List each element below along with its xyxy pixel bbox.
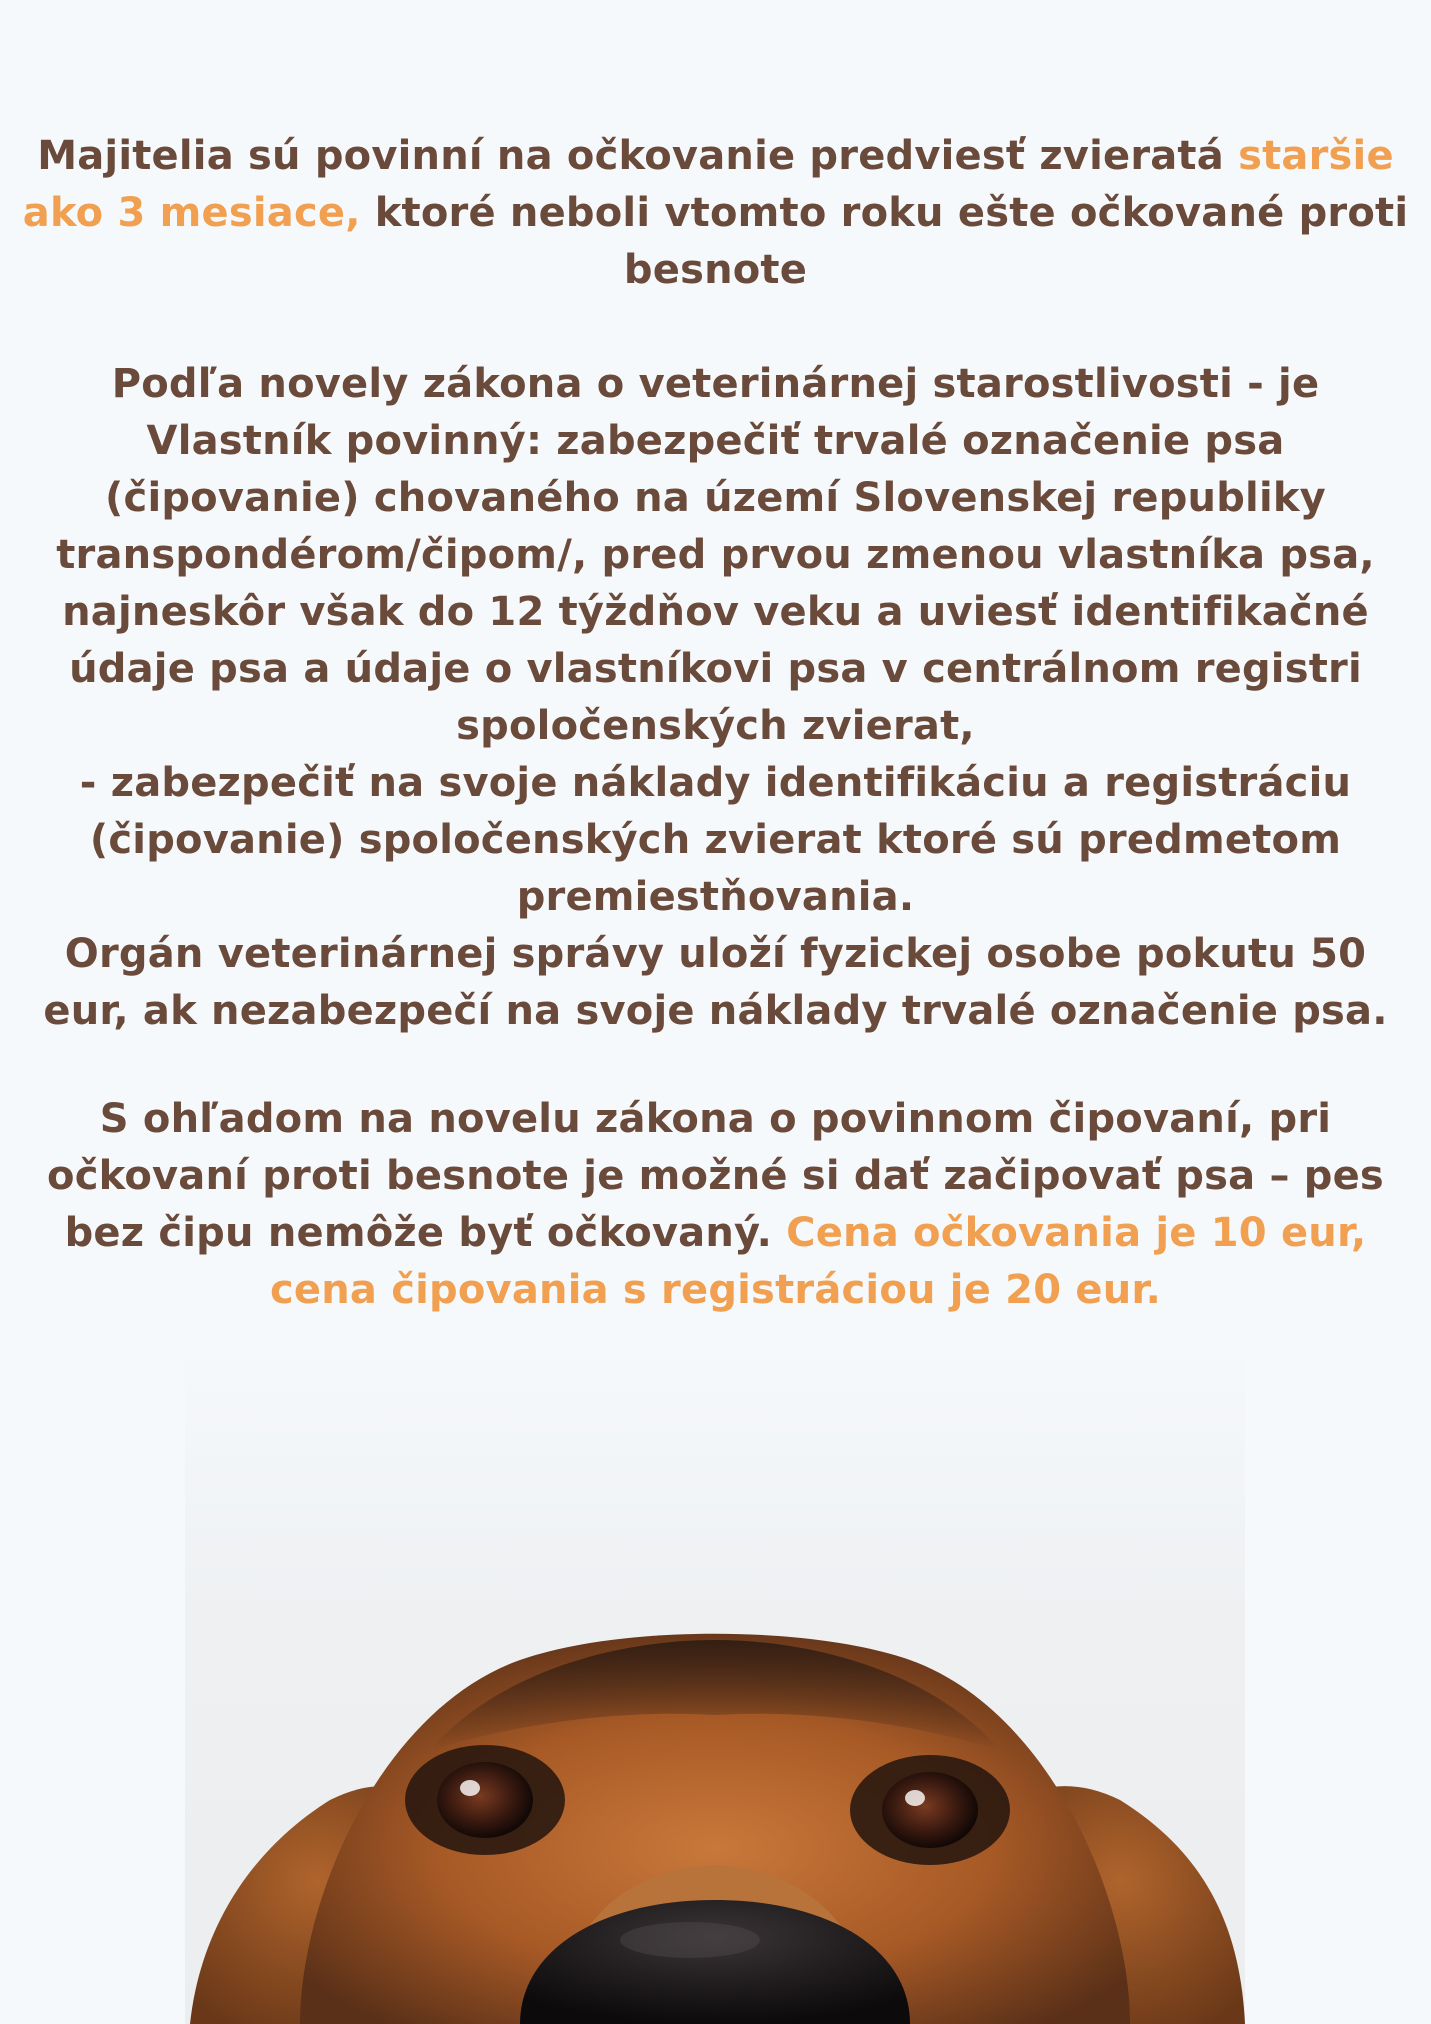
vaccination-paragraph	[0, 128, 1431, 299]
text-line: Orgán veterinárnej správy uloží fyzickej osobe pokutu 50	[64, 931, 1367, 977]
pricing-paragraph	[0, 1091, 1431, 1319]
highlight-span: Cena očkovania je 10 eur,	[786, 1210, 1367, 1256]
text-line	[0, 128, 1431, 185]
left-eye	[437, 1762, 533, 1838]
text-line: Podľa novely zákona o veterinárnej starostlivosti - je	[111, 361, 1320, 407]
text-line: Vlastník povinný: zabezpečiť trvalé označenie psa	[146, 418, 1285, 464]
text-line	[0, 185, 1431, 242]
highlight-span: cena čipovania s registráciou je 20 eur.	[269, 1267, 1161, 1313]
text-span: Majitelia sú povinní na očkovanie predviesť zvieratá	[37, 133, 1239, 179]
text-line: eur, ak nezabezpečí na svoje náklady trvalé označenie psa.	[43, 988, 1388, 1034]
text-line: premiestňovania.	[516, 874, 915, 920]
text-span: bez čipu nemôže byť očkovaný.	[64, 1210, 787, 1256]
text-line: údaje psa a údaje o vlastníkovi psa v centrálnom registri	[69, 646, 1362, 692]
text-line: - zabezpečiť na svoje náklady identifikáciu a registráciu	[79, 760, 1352, 806]
text-line: (čipovanie) chovaného na území Slovenskej republiky	[105, 475, 1326, 521]
highlight-span: ako 3 mesiace,	[22, 190, 361, 236]
text-line: (čipovanie) spoločenských zvierat ktoré sú predmetom	[89, 817, 1342, 863]
right-eye	[882, 1772, 978, 1848]
text-line: S ohľadom na novelu zákona o povinnom čipovaní, pri	[99, 1096, 1332, 1142]
text-line: besnote	[623, 247, 808, 293]
text-line	[0, 1205, 1431, 1262]
text-line: transpondérom/čipom/, pred prvou zmenou vlastníka psa,	[56, 532, 1375, 578]
text-line	[0, 1262, 1431, 1319]
text-line: očkovaní proti besnote je možné si dať začipovať psa – pes	[47, 1153, 1384, 1199]
text-line: najneskôr však do 12 týždňov veku a uviesť identifikačné	[62, 589, 1369, 635]
law-paragraph	[0, 356, 1431, 1040]
dog-face-image	[0, 1600, 1431, 2024]
text-line: spoločenských zvierat,	[456, 703, 975, 749]
text-span: ktoré neboli vtomto roku ešte očkované proti	[360, 190, 1409, 236]
highlight-span: staršie	[1238, 133, 1394, 179]
